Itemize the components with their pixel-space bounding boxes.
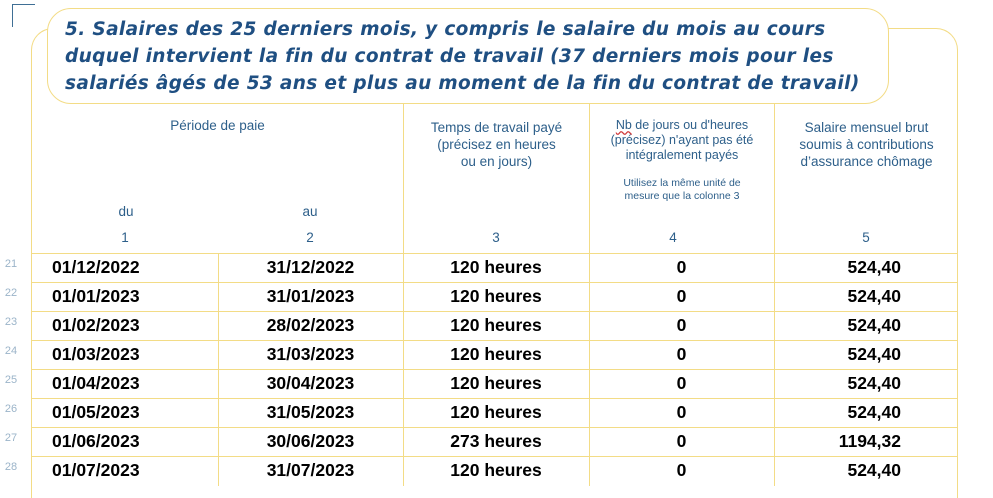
header-temps-line1: Temps de travail payé	[430, 120, 563, 135]
cell-au: 30/06/2023	[266, 431, 355, 451]
cell-du: 01/01/2023	[52, 286, 140, 306]
line-number: 26	[4, 403, 18, 415]
cell-au: 31/03/2023	[266, 344, 355, 364]
cell-du: 01/05/2023	[52, 402, 140, 422]
cell-du: 01/03/2023	[52, 344, 140, 364]
header-salaire-mensuel	[775, 119, 958, 170]
line-number: 28	[4, 461, 18, 473]
cell-nb: 0	[676, 373, 687, 393]
corner-crop-mark	[12, 4, 35, 27]
cell-temps: 120 heures	[450, 286, 542, 306]
header-nb-line3: intégralement payés	[625, 148, 739, 162]
line-number: 22	[4, 287, 18, 299]
cell-temps: 120 heures	[450, 402, 542, 422]
column-number-4: 4	[669, 230, 677, 245]
cell-du: 01/02/2023	[52, 315, 140, 335]
cell-temps: 120 heures	[450, 460, 542, 480]
cell-du: 01/12/2022	[52, 257, 140, 277]
line-number: 21	[4, 258, 18, 270]
header-nb-line1	[590, 118, 774, 133]
cell-temps: 120 heures	[450, 373, 542, 393]
cell-salaire: 524,40	[847, 344, 901, 364]
cell-nb: 0	[676, 431, 687, 451]
column-divider-du-au	[218, 254, 219, 486]
header-nb-note-line2: mesure que la colonne 3	[624, 190, 740, 202]
cell-nb: 0	[676, 460, 687, 480]
cell-nb: 0	[676, 286, 687, 306]
column-number-5: 5	[862, 230, 870, 245]
cell-du: 01/06/2023	[52, 431, 140, 451]
header-periode-de-paie: Période de paie	[170, 118, 265, 133]
cell-au: 28/02/2023	[266, 315, 355, 335]
cell-nb: 0	[676, 315, 687, 335]
header-nb-note-line1: Utilisez la même unité de	[623, 177, 741, 189]
cell-temps: 273 heures	[450, 431, 542, 451]
header-salaire-line1: Salaire mensuel brut	[804, 120, 929, 135]
column-number-1: 1	[121, 230, 129, 245]
cell-temps: 120 heures	[450, 344, 542, 364]
header-temps-de-travail	[404, 119, 589, 170]
cell-du: 01/07/2023	[52, 460, 140, 480]
line-number: 25	[4, 374, 18, 386]
header-salaire-line3: d’assurance chômage	[800, 154, 933, 169]
cell-au: 31/05/2023	[266, 402, 355, 422]
line-number: 27	[4, 432, 18, 444]
cell-salaire: 524,40	[847, 402, 901, 422]
header-nb-line1-rest: de jours ou d'heures	[631, 118, 749, 132]
header-du: du	[118, 204, 134, 219]
cell-nb: 0	[676, 257, 687, 277]
header-nb-prefix: Nb	[615, 118, 632, 132]
cell-nb: 0	[676, 344, 687, 364]
cell-salaire: 524,40	[847, 315, 901, 335]
header-salaire-line2: soumis à contributions	[799, 137, 934, 152]
line-number: 23	[4, 316, 18, 328]
section-title: 5. Salaires des 25 derniers mois, y compris le salaire du mois au cours duquel intervient la fin du contrat de travail (37 derniers mois pour les salariés âgés de 53 ans et plus au moment de la fin du contrat de travail)	[65, 19, 860, 94]
cell-au: 31/01/2023	[266, 286, 355, 306]
cell-salaire: 524,40	[847, 286, 901, 306]
header-nb-note	[590, 177, 774, 203]
cell-du: 01/04/2023	[52, 373, 140, 393]
header-nb-jours	[590, 118, 774, 163]
header-temps-line3: ou en jours)	[460, 154, 533, 169]
cell-temps: 120 heures	[450, 257, 542, 277]
line-number: 24	[4, 345, 18, 357]
cell-au: 31/07/2023	[266, 460, 355, 480]
cell-salaire: 524,40	[847, 460, 901, 480]
cell-au: 31/12/2022	[266, 257, 355, 277]
column-number-3: 3	[492, 230, 500, 245]
cell-salaire: 1194,32	[838, 431, 901, 451]
header-nb-line2: (précisez) n'ayant pas été	[610, 133, 754, 147]
cell-au: 30/04/2023	[266, 373, 355, 393]
header-au: au	[302, 204, 318, 219]
section-title-box	[47, 8, 889, 104]
header-temps-line2: (précisez en heures	[437, 137, 556, 152]
column-number-2: 2	[306, 230, 314, 245]
cell-temps: 120 heures	[450, 315, 542, 335]
cell-salaire: 524,40	[847, 257, 901, 277]
cell-salaire: 524,40	[847, 373, 901, 393]
cell-nb: 0	[676, 402, 687, 422]
